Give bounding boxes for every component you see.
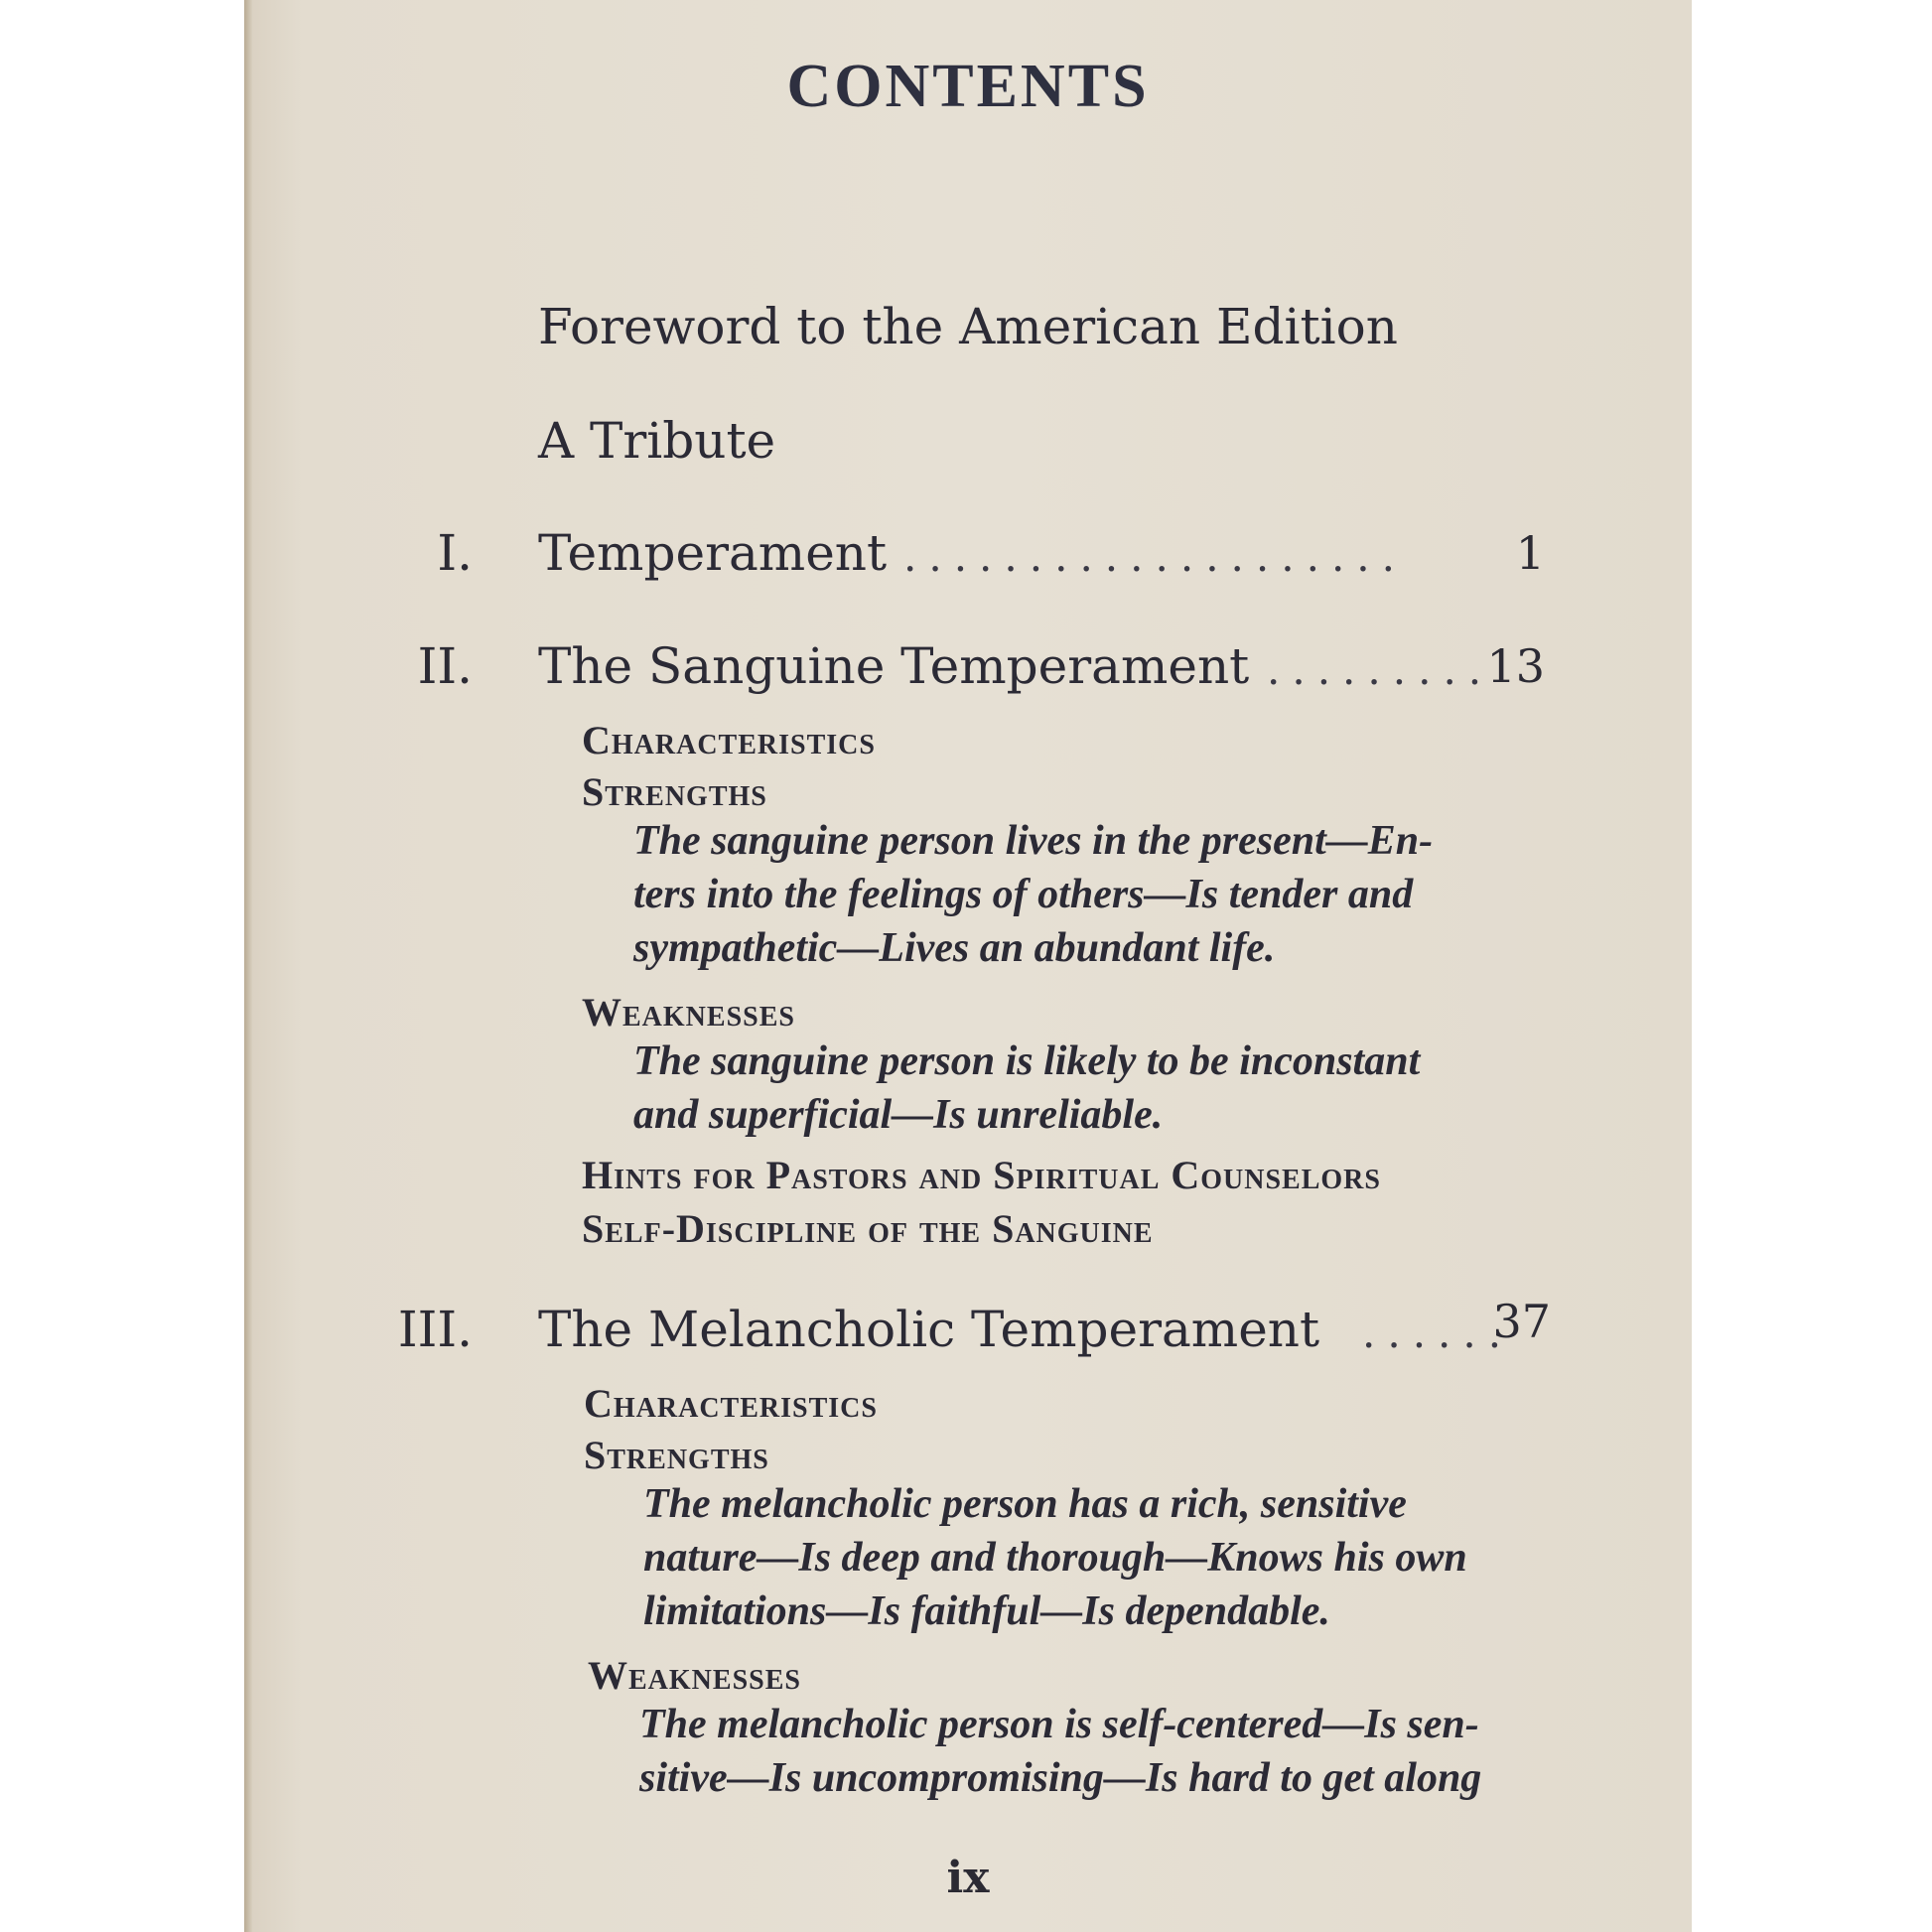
chapter-title: Temperament (538, 524, 888, 582)
page-binding-edge (244, 0, 252, 1932)
strengths-line: limitations—Is faithful—Is dependable. (643, 1588, 1330, 1634)
chapter-page-number: 37 (1492, 1295, 1551, 1348)
weaknesses-line: The sanguine person is likely to be inconstant (633, 1038, 1421, 1084)
section-weaknesses: Weaknesses (582, 990, 795, 1035)
page-title: CONTENTS (786, 53, 1150, 120)
weaknesses-line: sitive—Is uncompromising—Is hard to get along (639, 1755, 1482, 1801)
book-page (244, 0, 1692, 1932)
strengths-line: The sanguine person lives in the present—En- (633, 818, 1434, 864)
section-strengths: Strengths (584, 1433, 769, 1477)
strengths-line: The melancholic person has a rich, sensitive (643, 1481, 1407, 1527)
leader-dots: .................... (903, 532, 1408, 581)
section-characteristics: Characteristics (584, 1381, 878, 1426)
weaknesses-line: and superficial—Is unreliable. (633, 1092, 1164, 1138)
toc-foreword: Foreword to the American Edition (538, 298, 1398, 355)
chapter-numeral: I. (437, 524, 473, 582)
chapter-page-number: 13 (1486, 639, 1545, 693)
section-self-discipline: Self-Discipline of the Sanguine (582, 1206, 1154, 1251)
section-strengths: Strengths (582, 769, 767, 814)
toc-tribute: A Tribute (538, 412, 776, 470)
strengths-line: nature—Is deep and thorough—Knows his own (643, 1535, 1467, 1581)
chapter-numeral: II. (417, 637, 473, 695)
chapter-title: The Sanguine Temperament (538, 637, 1250, 695)
chapter-title: The Melancholic Temperament (538, 1301, 1320, 1358)
leader-dots: ...... (1362, 1309, 1514, 1357)
strengths-line: sympathetic—Lives an abundant life. (633, 925, 1276, 971)
section-weaknesses: Weaknesses (588, 1653, 801, 1698)
section-hints: Hints for Pastors and Spiritual Counselors (582, 1153, 1381, 1197)
chapter-numeral: III. (397, 1301, 473, 1358)
page-folio: ix (946, 1853, 990, 1903)
strengths-line: ters into the feelings of others—Is tender and (633, 872, 1414, 917)
section-characteristics: Characteristics (582, 718, 876, 762)
chapter-page-number: 1 (1515, 526, 1545, 580)
weaknesses-line: The melancholic person is self-centered—Is sen- (639, 1702, 1479, 1747)
leader-dots: ......... (1267, 645, 1494, 694)
